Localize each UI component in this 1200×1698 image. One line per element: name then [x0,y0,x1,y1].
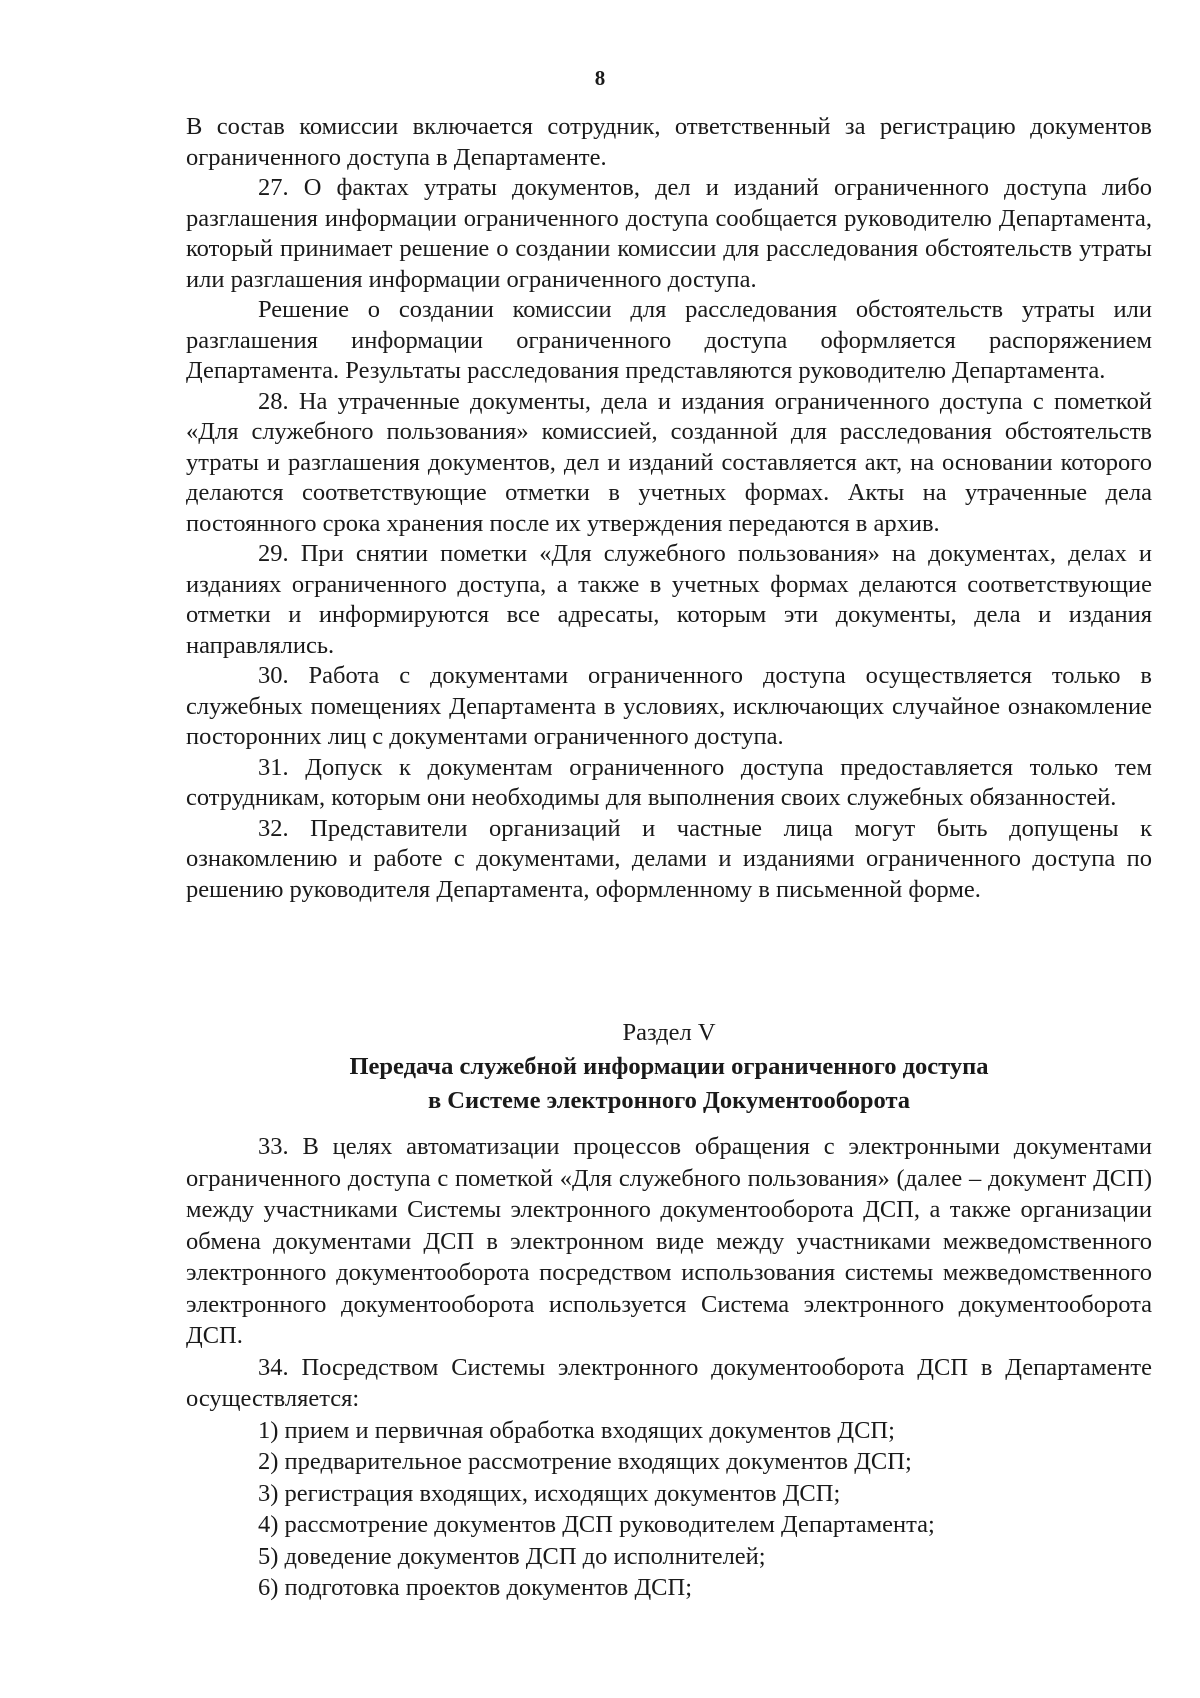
section-title-line2: в Системе электронного Документооборота [427,1087,911,1114]
paragraph-32: 32. Представители организаций и частные лица могут быть допущены к ознакомлению и работе с документами, делами и изданиями ограниченного доступа по решению руководителя Департамента, оформленному в письменной форме. [186,814,1152,903]
paragraph-33: 33. В целях автоматизации процессов обращения с электронными документами ограниченного доступа с пометкой «Для служебного пользования» (далее – документ ДСП) между участниками Системы электронного документооборота ДСП, а также организации обмена документами ДСП в электронном виде между участниками межведомственного электронного документооборота посредством использования системы межведомственного электронного документооборота используется Система электронного документооборота ДСП. [186,1133,1152,1349]
body-text-bottom [186,1131,1152,1604]
paragraph-29: 29. При снятии пометки «Для служебного пользования» на документах, делах и изданиях ограниченного доступа, а также в учетных формах делаются соответствующие отметки и информируются все адресаты, которым эти документы, дела и издания направлялись. [186,540,1152,659]
paragraph-commission-staff: В состав комиссии включается сотрудник, ответственный за регистрацию документов ограниченного доступа в Департаменте. [186,113,1152,171]
section-heading [186,1016,1152,1118]
paragraph-31: 31. Допуск к документам ограниченного доступа предоставляется только тем сотрудникам, которым они необходимы для выполнения своих служебных обязанностей. [186,753,1152,811]
list-item: 1) прием и первичная обработка входящих документов ДСП; [258,1416,895,1444]
section-title-line1: Передача служебной информации ограниченного доступа [349,1053,989,1080]
list-item: 3) регистрация входящих, исходящих документов ДСП; [258,1479,841,1507]
list-item: 6) подготовка проектов документов ДСП; [258,1574,693,1601]
list-item: 5) доведение документов ДСП до исполнителей; [258,1542,766,1570]
paragraph-28: 28. На утраченные документы, дела и издания ограниченного доступа с пометкой «Для служебного пользования» комиссией, созданной для расследования обстоятельств утраты и разглашения документов, дел и изданий составляется акт, на основании которого делаются соответствующие отметки в учетных формах. Акты на утраченные дела постоянного срока хранения после их утверждения передаются в архив. [186,387,1152,537]
page-number: 8 [594,66,606,90]
paragraph-30: 30. Работа с документами ограниченного доступа осуществляется только в служебных помещениях Департамента в условиях, исключающих случайное ознакомление посторонних лиц с документами ограниченного доступа. [186,662,1152,750]
section-label: Раздел V [622,1019,716,1046]
list-item: 4) рассмотрение документов ДСП руководителем Департамента; [258,1511,935,1538]
list-item: 2) предварительное рассмотрение входящих документов ДСП; [258,1448,912,1475]
paragraph-27: 27. О фактах утраты документов, дел и изданий ограниченного доступа либо разглашения информации ограниченного доступа сообщается руководителю Департамента, который принимает решение о создании комиссии для расследования обстоятельств утраты или разглашения информации ограниченного доступа. [186,174,1152,293]
paragraph-decision: Решение о создании комиссии для расследования обстоятельств утраты или разглашения информации ограниченного доступа оформляется распоряжением Департамента. Результаты расследования представляются руководителю Департамента. [186,296,1152,384]
body-text-top [186,112,1152,905]
paragraph-34: 34. Посредством Системы электронного документооборота ДСП в Департаменте осуществляется: [186,1353,1152,1412]
